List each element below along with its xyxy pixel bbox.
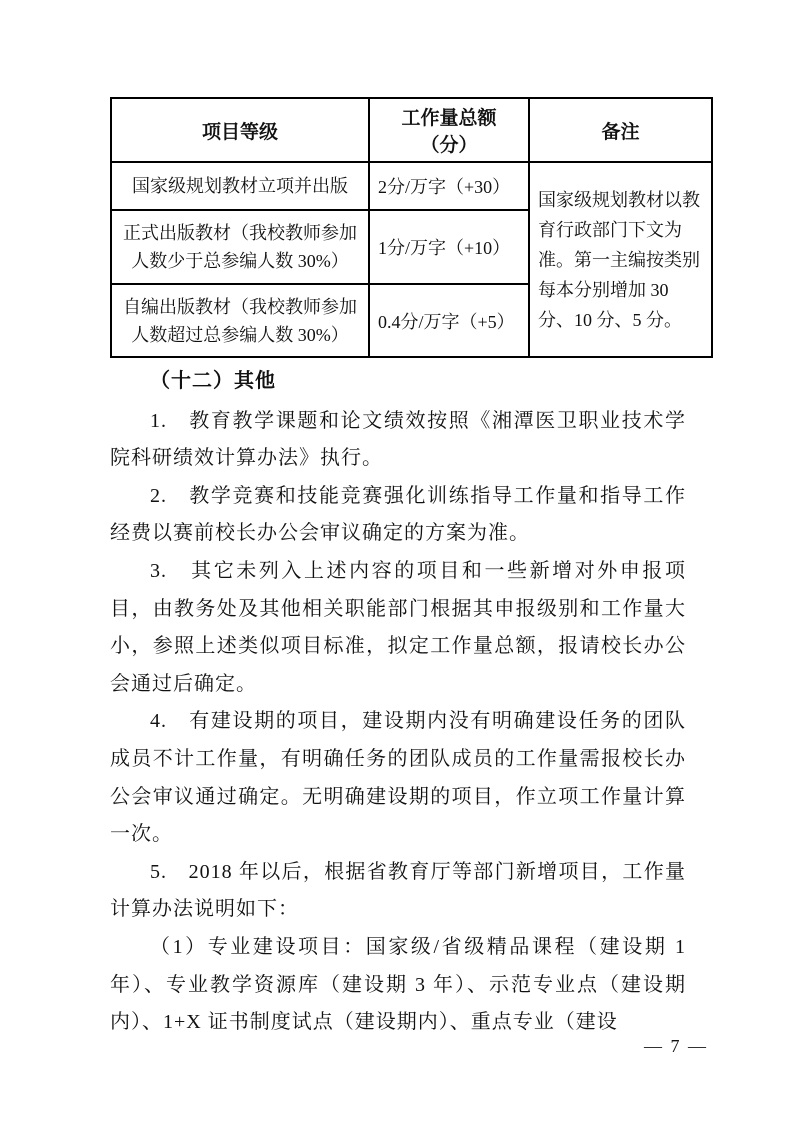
amount-cell: 0.4分/万字（+5）	[369, 284, 529, 357]
table-header-note: 备注	[529, 98, 712, 162]
table-header-row	[111, 98, 712, 162]
paragraph-4: 4. 有建设期的项目，建设期内没有明确建设任务的团队成员不计工作量，有明确任务的团队成员的工作量需报校长办公会审议通过确定。无明确建设期的项目，作立项工作量计算一次。	[110, 710, 686, 846]
table-header-amount: 工作量总额（分）	[369, 98, 529, 162]
body-text	[110, 363, 686, 1042]
grade-cell: 自编出版教材（我校教师参加人数超过总参编人数 30%）	[111, 284, 369, 357]
grade-cell: 国家级规划教材立项并出版	[111, 162, 369, 210]
textbook-workload-table	[110, 97, 713, 358]
section-heading: （十二）其他	[150, 370, 276, 392]
paragraph-5: 5. 2018 年以后，根据省教育厅等部门新增项目，工作量计算办法说明如下：	[110, 860, 686, 921]
paragraph-1: 1. 教育教学课题和论文绩效按照《湘潭医卫职业技术学院科研绩效计算办法》执行。	[110, 409, 686, 470]
paragraph-3: 3. 其它未列入上述内容的项目和一些新增对外申报项目，由教务处及其他相关职能部门根据其申报级别和工作量大小，参照上述类似项目标准，拟定工作量总额，报请校长办公会通过后确定。	[110, 559, 686, 695]
table-row	[111, 162, 712, 210]
table-header-grade: 项目等级	[111, 98, 369, 162]
paragraph-2: 2. 教学竞赛和技能竞赛强化训练指导工作量和指导工作经费以赛前校长办公会审议确定的方案为准。	[110, 484, 686, 545]
amount-cell: 2分/万字（+30）	[369, 162, 529, 210]
amount-cell: 1分/万字（+10）	[369, 210, 529, 284]
note-cell: 国家级规划教材以教育行政部门下文为准。第一主编按类别每本分别增加 30 分、10 分、5 分。	[529, 162, 712, 357]
grade-cell: 正式出版教材（我校教师参加人数少于总参编人数 30%）	[111, 210, 369, 284]
document-page	[110, 97, 711, 1042]
page-number: — 7 —	[644, 1036, 708, 1056]
paragraph-6: （1）专业建设项目：国家级/省级精品课程（建设期 1 年）、专业教学资源库（建设期 3 年）、示范专业点（建设期内）、1+X 证书制度试点（建设期内）、重点专业（建设	[110, 935, 686, 1034]
